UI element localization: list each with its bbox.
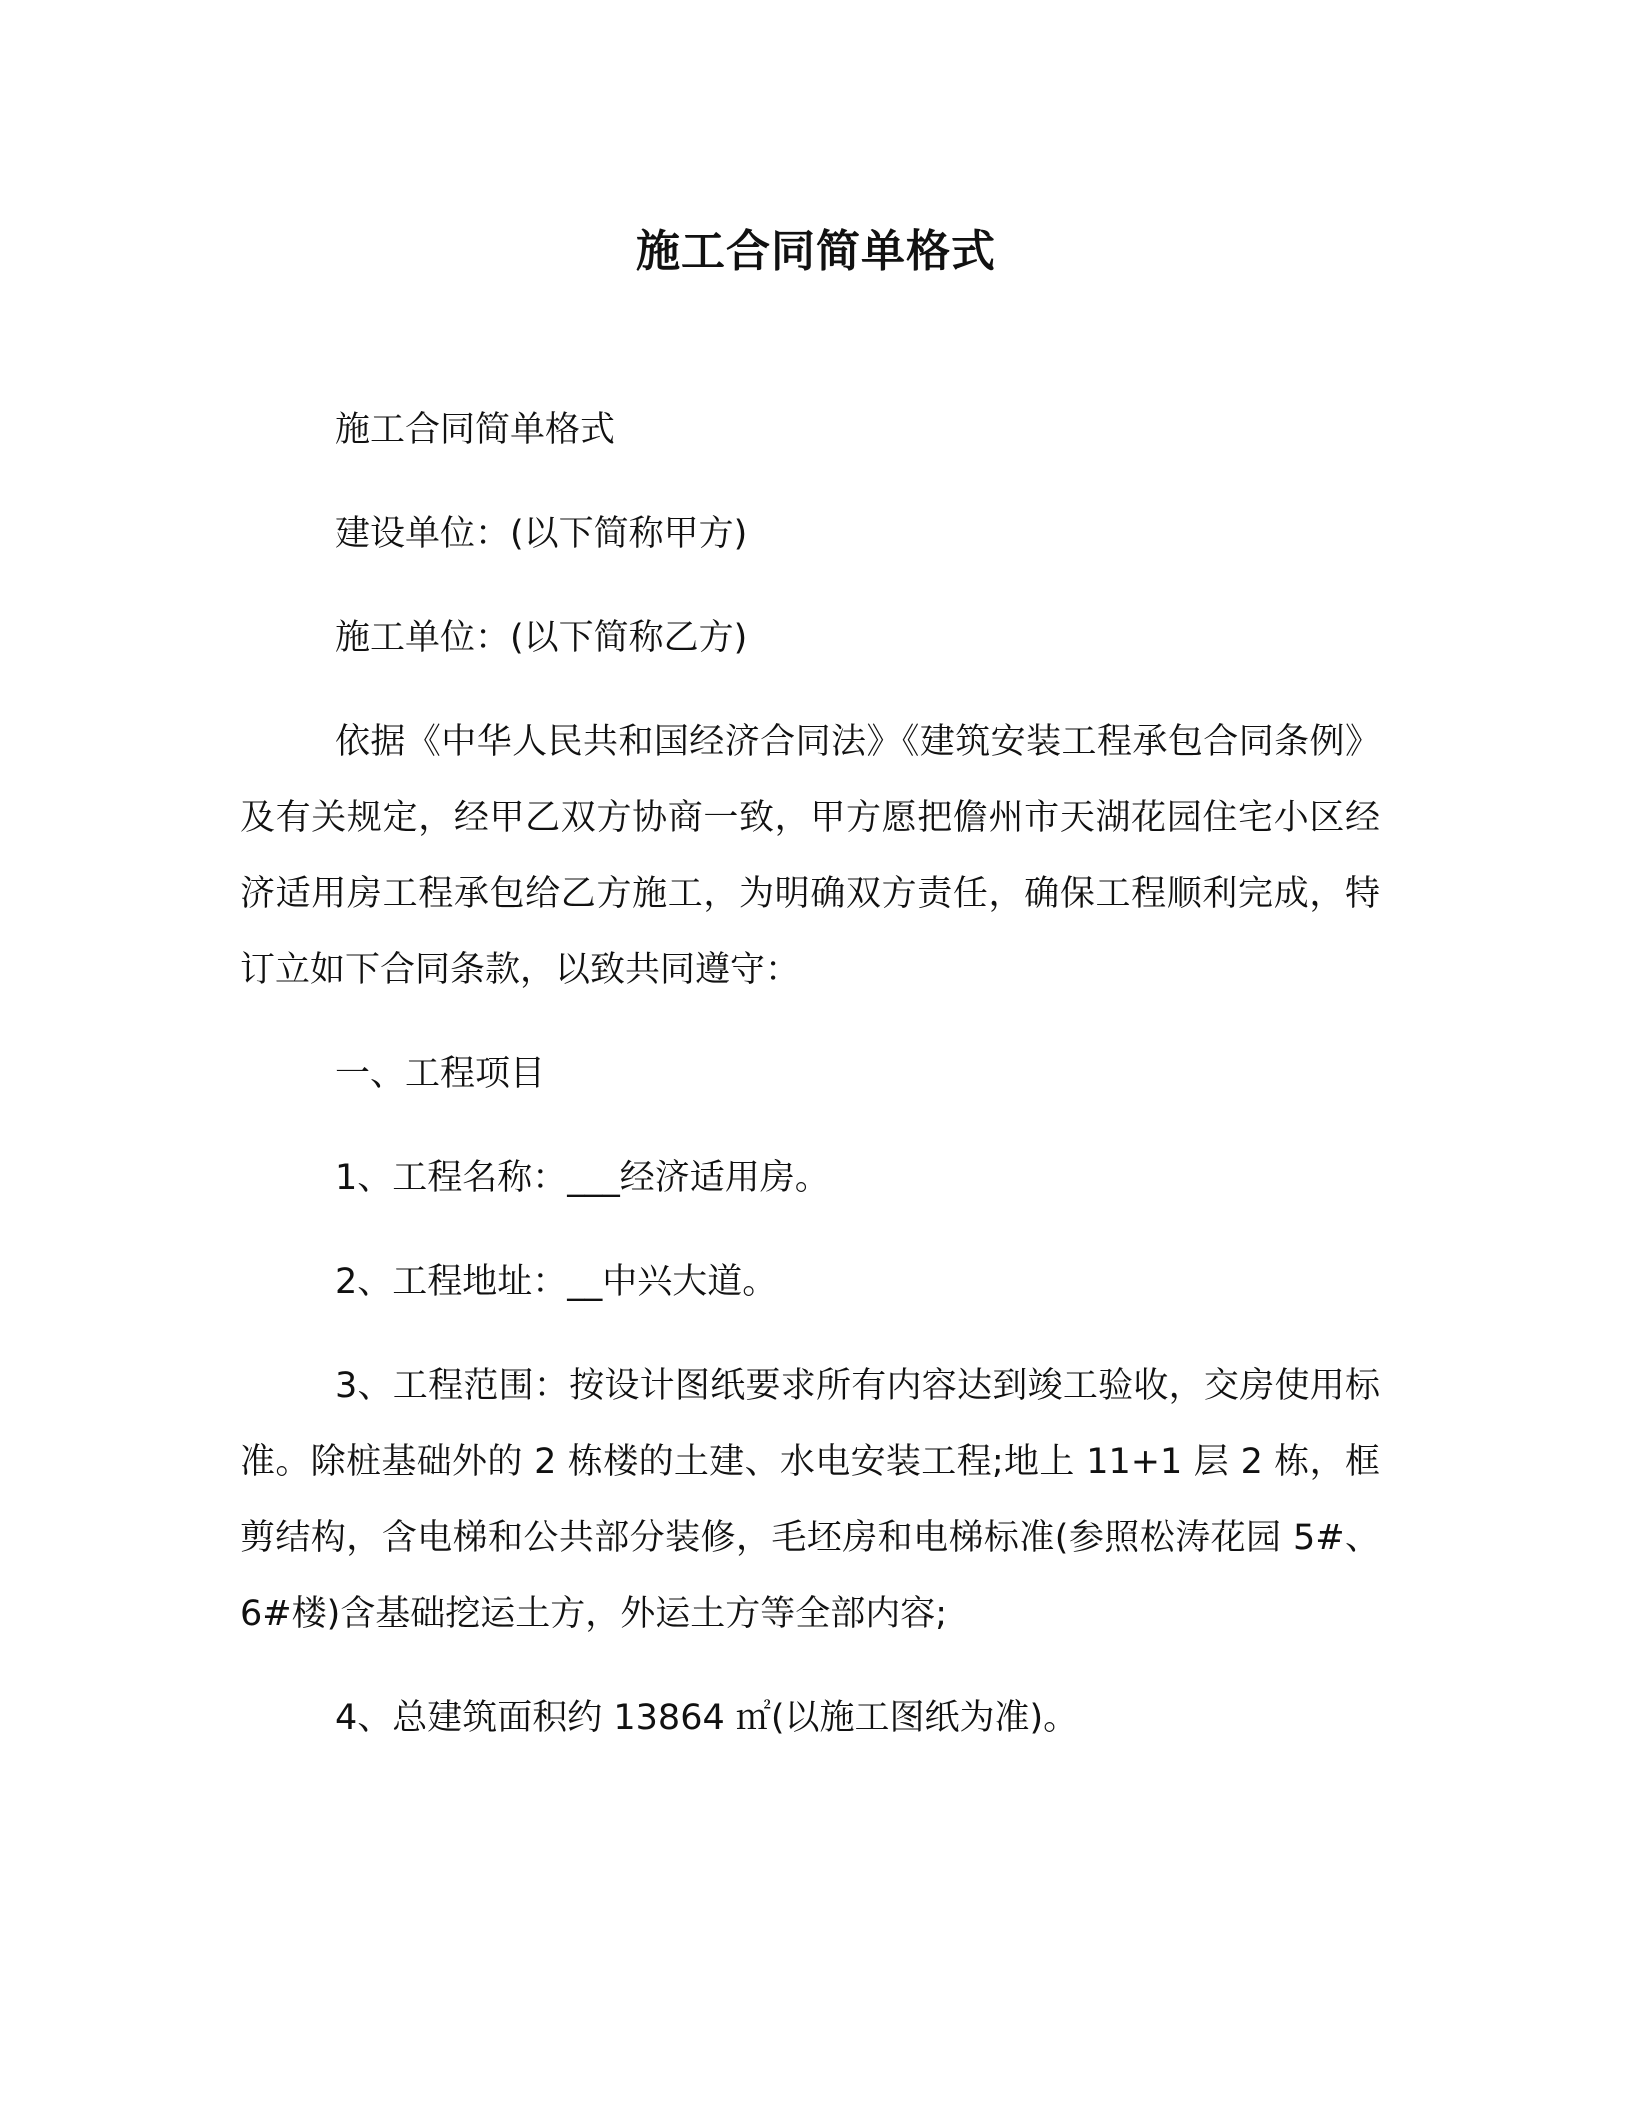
section-heading-project: 一、工程项目 — [335, 1054, 546, 1094]
paragraph-heading: 施工合同简单格式 — [335, 410, 616, 450]
clause-project-scope: 3、工程范围：按设计图纸要求所有内容达到竣工验收，交房使用标准。除桩基础外的 2 栋楼的土建、水电安装工程;地上 11+1 层 2 栋，框剪结构，含电梯和公共部分装修，毛坯房和电梯标准(参照松涛花园 5#、6#楼)含基础挖运土方，外运土方等全部内容; — [240, 1366, 1380, 1634]
paragraph-preamble: 依据《中华人民共和国经济合同法》《建筑安装工程承包合同条例》及有关规定，经甲乙双方协商一致，甲方愿把儋州市天湖花园住宅小区经济适用房工程承包给乙方施工，为明确双方责任，确保工程顺利完成，特订立如下合同条款，以致共同遵守： — [240, 722, 1380, 990]
paragraph-party-b: 施工单位：(以下简称乙方) — [335, 618, 748, 658]
document-title: 施工合同简单格式 — [636, 226, 996, 277]
clause-total-area: 4、总建筑面积约 13864 ㎡(以施工图纸为准)。 — [335, 1698, 1079, 1738]
clause-project-address: 2、工程地址：__中兴大道。 — [335, 1262, 778, 1302]
clause-project-name: 1、工程名称：___经济适用房。 — [335, 1158, 830, 1198]
document-body — [240, 392, 1380, 1784]
paragraph-party-a: 建设单位：(以下简称甲方) — [335, 514, 748, 554]
